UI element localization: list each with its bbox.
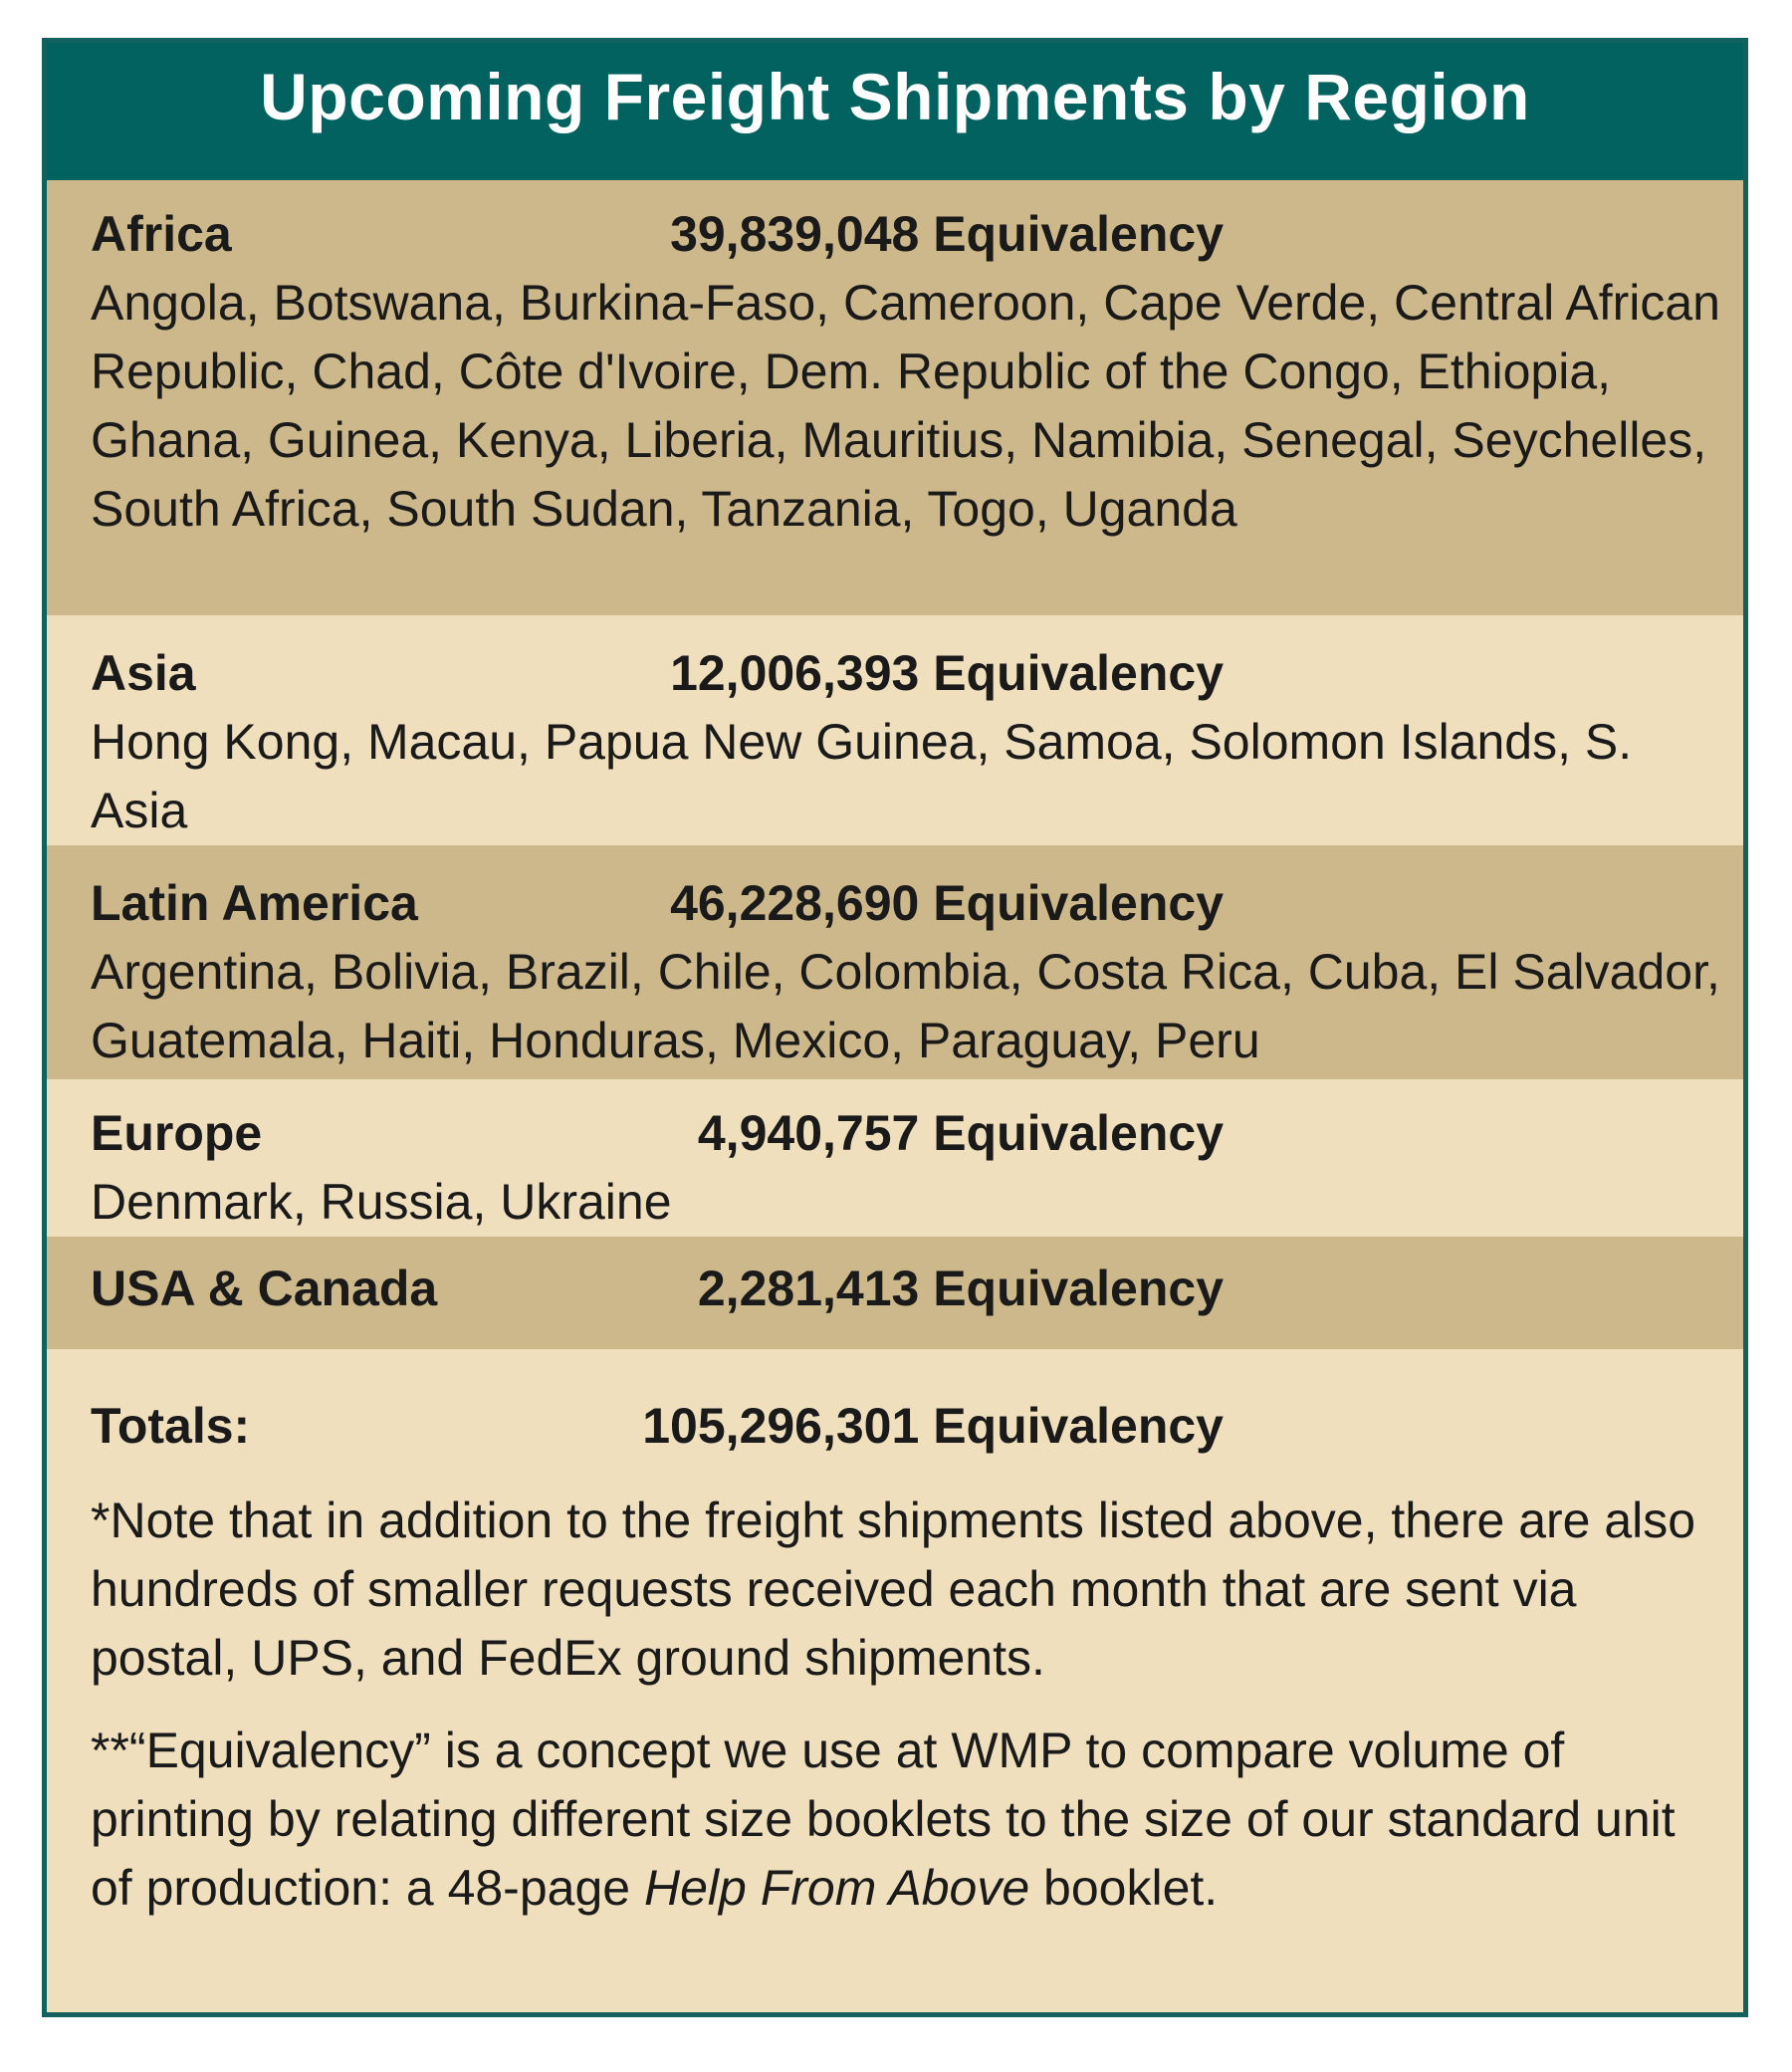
totals-row bbox=[91, 1392, 1743, 1461]
panel-title: Upcoming Freight Shipments by Region bbox=[47, 43, 1743, 180]
region-latin-america bbox=[47, 845, 1743, 1079]
region-name: Africa bbox=[91, 206, 232, 262]
region-amount: 4,940,757 Equivalency bbox=[697, 1105, 1224, 1161]
region-asia bbox=[47, 615, 1743, 845]
region-countries: Hong Kong, Macau, Papua New Guinea, Samoa, Solomon Islands, S. Asia bbox=[91, 714, 1633, 838]
region-africa bbox=[47, 180, 1743, 615]
shipments-panel bbox=[42, 38, 1748, 2017]
region-header bbox=[91, 639, 1743, 708]
region-amount: 39,839,048 Equivalency bbox=[670, 206, 1224, 262]
totals-label: Totals: bbox=[91, 1398, 251, 1454]
region-usa-canada bbox=[47, 1237, 1743, 1349]
region-header bbox=[91, 869, 1743, 938]
region-countries: Angola, Botswana, Burkina-Faso, Cameroon, Cape Verde, Central African Republic, Chad, Côte d'Ivoire, Dem. Republic of the Congo, Ethiopia, Ghana, Guinea, Kenya, Liberia, Mauritius, Namibia, Senegal, Seychelles, South Africa, South Sudan, Tanzania, Togo, Uganda bbox=[91, 275, 1720, 537]
region-name: Asia bbox=[91, 645, 196, 701]
region-countries: Argentina, Bolivia, Brazil, Chile, Colombia, Costa Rica, Cuba, El Salvador, Guatemala, Haiti, Honduras, Mexico, Paraguay, Peru bbox=[91, 944, 1720, 1068]
booklet-title: Help From Above bbox=[643, 1860, 1030, 1916]
region-countries: Denmark, Russia, Ukraine bbox=[91, 1174, 672, 1230]
region-amount: 12,006,393 Equivalency bbox=[670, 645, 1224, 701]
region-header bbox=[91, 200, 1743, 269]
region-header bbox=[91, 1255, 1743, 1323]
region-name: Europe bbox=[91, 1105, 263, 1161]
region-amount: 46,228,690 Equivalency bbox=[670, 875, 1224, 931]
region-europe bbox=[47, 1079, 1743, 1237]
region-name: Latin America bbox=[91, 875, 418, 931]
footnote-equivalency bbox=[91, 1717, 1703, 1923]
footnote-equivalency-end: booklet. bbox=[1029, 1860, 1219, 1916]
totals-amount: 105,296,301 Equivalency bbox=[642, 1398, 1224, 1454]
region-header bbox=[91, 1099, 1743, 1168]
footnotes bbox=[91, 1487, 1703, 1947]
footnote-equivalency-text: **“Equivalency” is a concept we use at WMP to compare volume of printing by relating different size booklets to the size of our standard unit of production: a 48-page bbox=[91, 1723, 1676, 1916]
region-name: USA & Canada bbox=[91, 1261, 438, 1316]
footnote-shipping: *Note that in addition to the freight shipments listed above, there are also hundreds of smaller requests received each month that are sent via postal, UPS, and FedEx ground shipments. bbox=[91, 1493, 1696, 1686]
region-amount: 2,281,413 Equivalency bbox=[697, 1261, 1224, 1316]
